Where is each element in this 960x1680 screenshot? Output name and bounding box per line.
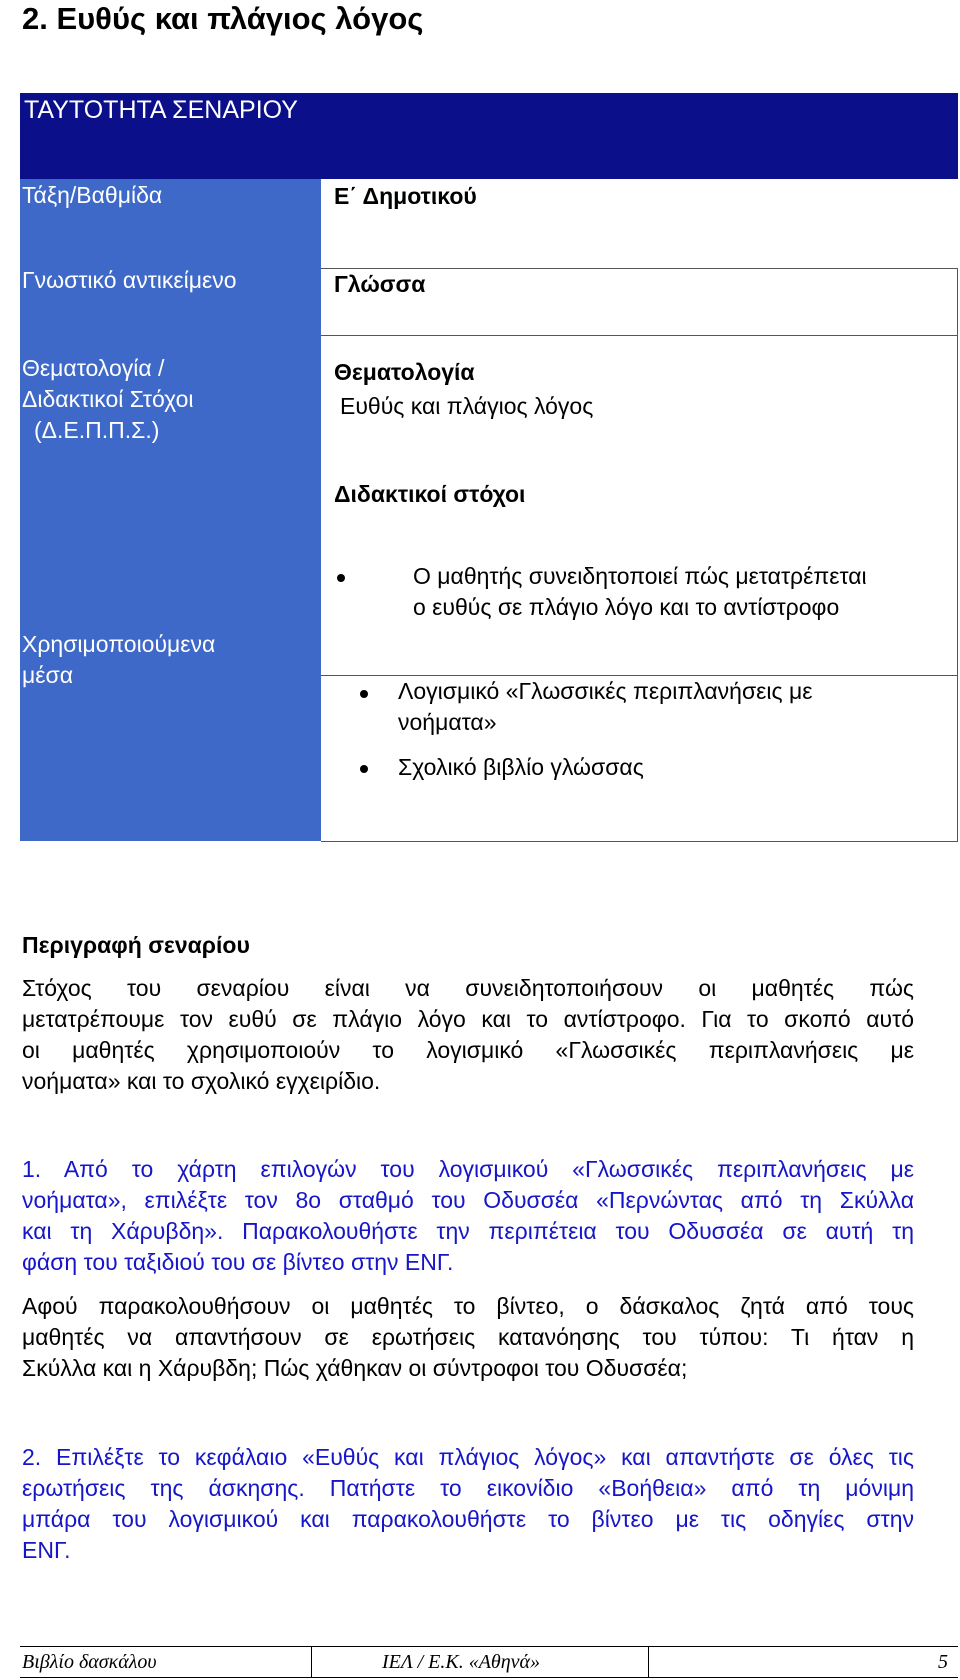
after-video-line: Σκύλλα και η Χάρυβδη; Πώς χάθηκαν οι σύντροφοι του Οδυσσέα;	[22, 1355, 688, 1381]
step1-paragraph	[22, 1154, 914, 1278]
row-divider	[321, 841, 958, 842]
label-themes	[22, 353, 194, 446]
media-item2: Σχολικό βιβλίο γλώσσας	[398, 754, 644, 780]
after-video-line: μαθητές να απαντήσουν σε ερωτήσεις κατανόησης του τύπου: Τι ήταν η	[22, 1324, 914, 1350]
footer-divider	[311, 1647, 312, 1677]
label-themes-line3: (Δ.Ε.Π.Π.Σ.)	[34, 417, 160, 443]
value-grade: Ε΄ Δημοτικού	[334, 183, 477, 209]
step2-line: ΕΝΓ.	[22, 1537, 71, 1563]
label-themes-line2: Διδακτικοί Στόχοι	[22, 386, 194, 412]
step2-line: ερωτήσεις της άσκησης. Πατήστε το εικονίδιο «Βοήθεια» από τη μόνιμη	[22, 1475, 914, 1501]
page-footer	[20, 1646, 958, 1678]
step2-paragraph	[22, 1442, 914, 1566]
goal-line1: Ο μαθητής συνειδητοποιεί πώς μετατρέπεται	[413, 563, 867, 589]
footer-book-title: Βιβλίο δασκάλου	[22, 1651, 157, 1673]
description-line: Στόχος του σεναρίου είναι να συνειδητοποιήσουν οι μαθητές πώς	[22, 975, 914, 1001]
after-video-line: Αφού παρακολουθήσουν οι μαθητές το βίντεο, ο δάσκαλος ζητά από τους	[22, 1293, 914, 1319]
media-item1-line1: Λογισμικό «Γλωσσικές περιπλανήσεις με	[398, 678, 813, 704]
table-right-border	[957, 268, 958, 842]
footer-institution: ΙΕΛ / Ε.Κ. «Αθηνά»	[382, 1651, 541, 1673]
goals-heading: Διδακτικοί στόχοι	[334, 481, 526, 507]
media-item1-line2: νοήματα»	[398, 709, 497, 735]
description-line: μετατρέπουμε τον ευθύ σε πλάγιο λόγο και το αντίστροφο. Για το σκοπό αυτό	[22, 1006, 914, 1032]
table-label-column	[20, 179, 321, 841]
step1-line: νοήματα», επιλέξτε τον 8ο σταθμό του Οδυσσέα «Περνώντας από τη Σκύλλα	[22, 1187, 914, 1213]
bullet-icon	[360, 765, 368, 773]
after-video-paragraph	[22, 1291, 914, 1384]
footer-divider	[648, 1647, 649, 1677]
step1-line: φάση του ταξιδιού του σε βίντεο στην ΕΝΓ.	[22, 1249, 454, 1275]
bullet-icon	[337, 574, 345, 582]
label-media	[22, 629, 215, 691]
description-line: οι μαθητές χρησιμοποιούν το λογισμικό «Γλωσσικές περιπλανήσεις με	[22, 1037, 914, 1063]
label-media-line2: μέσα	[22, 662, 73, 688]
footer-page-number: 5	[938, 1651, 948, 1673]
row-divider	[321, 335, 958, 336]
step1-line: 1. Από το χάρτη επιλογών του λογισμικού «Γλωσσικές περιπλανήσεις με	[22, 1156, 914, 1182]
label-themes-line1: Θεματολογία /	[22, 355, 165, 381]
description-paragraph	[22, 973, 914, 1097]
description-title: Περιγραφή σεναρίου	[22, 932, 250, 958]
label-grade: Τάξη/Βαθμίδα	[22, 182, 163, 208]
page-title: 2. Ευθύς και πλάγιος λόγος	[22, 1, 424, 36]
table-header	[20, 93, 958, 179]
label-media-line1: Χρησιμοποιούμενα	[22, 631, 216, 657]
theme-value: Ευθύς και πλάγιος λόγος	[340, 393, 594, 419]
step2-line: μπάρα του λογισμικού και παρακολουθήστε το βίντεο με τις οδηγίες στην	[22, 1506, 914, 1532]
bullet-icon	[360, 690, 368, 698]
step1-line: και τη Χάρυβδη». Παρακολουθήστε την περιπέτεια του Οδυσσέα σε αυτή τη	[22, 1218, 914, 1244]
label-subject: Γνωστικό αντικείμενο	[22, 267, 237, 293]
value-subject: Γλώσσα	[334, 271, 426, 297]
table-header-title: ΤΑΥΤΟΤΗΤΑ ΣΕΝΑΡΙΟΥ	[24, 96, 298, 124]
step2-line: 2. Επιλέξτε το κεφάλαιο «Ευθύς και πλάγιος λόγος» και απαντήστε σε όλες τις	[22, 1444, 914, 1470]
theme-heading: Θεματολογία	[334, 359, 475, 385]
goal-line2: ο ευθύς σε πλάγιο λόγο και το αντίστροφο	[413, 594, 840, 620]
description-line: νοήματα» και το σχολικό εγχειρίδιο.	[22, 1068, 381, 1094]
